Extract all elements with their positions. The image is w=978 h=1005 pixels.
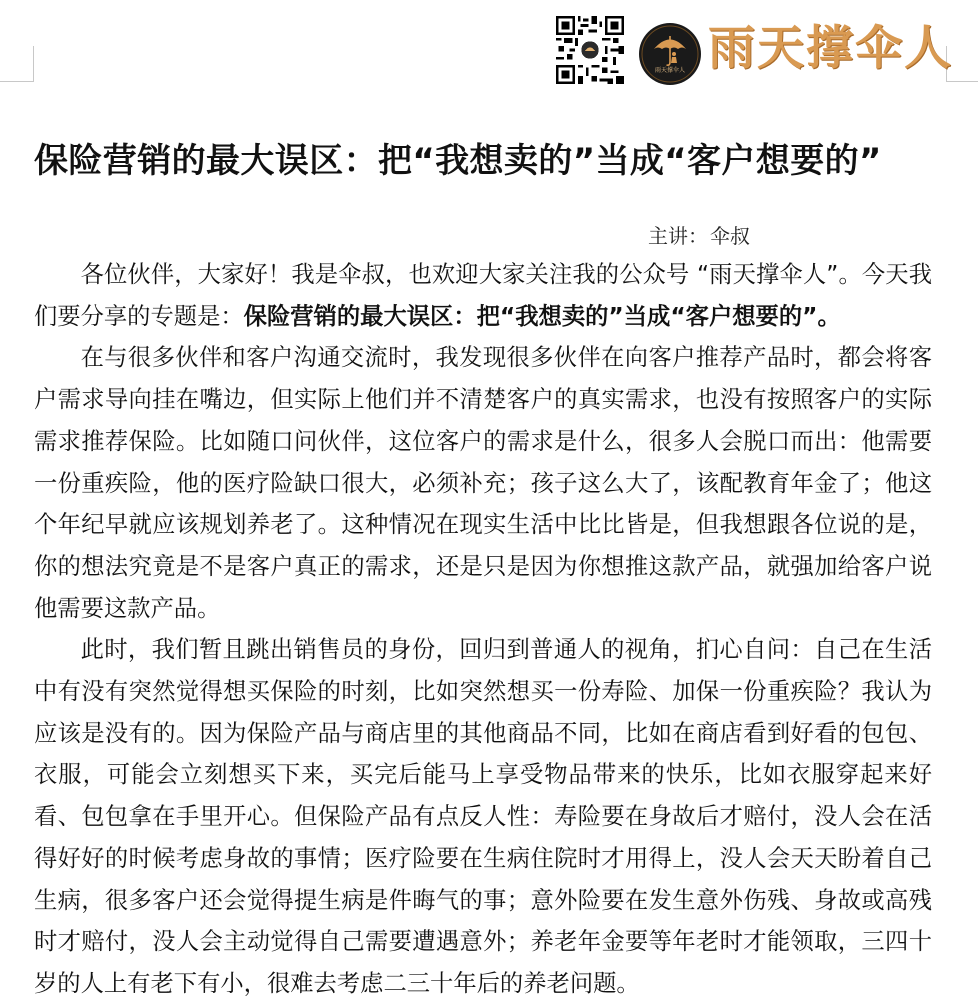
speaker-line [646, 222, 750, 250]
intro-text: 各位伙伴，大家好！我是伞叔，也欢迎大家关注我的公众号 “雨天撑伞人”。今天我们要分享的专题是： [34, 261, 932, 330]
intro-topic-bold: 保险营销的最大误区：把“我想卖的”当成“客户想要的”。 [243, 302, 841, 330]
article-body [34, 254, 932, 1005]
paragraph-3: 此时，我们暂且跳出销售员的身份，回归到普通人的视角，扪心自问：自己在生活中有没有突然觉得想买保险的时刻，比如突然想买一份寿险、加保一份重疾险？我认为应该是没有的。因为保险产品与商店里的其他商品不同，比如在商店看到好看的包包、衣服，可能会立刻想买下来，买完后能马上享受物品带来的快乐，比如衣服穿起来好看、包包拿在手里开心。但保险产品有点反人性：寿险要在身故后才赔付，没人会在活得好好的时候考虑身故的事情；医疗险要在生病住院时才用得上，没人会天天盼着自己生病，很多客户还会觉得提生病是件晦气的事；意外险要在发生意外伤残、身故或高残时才赔付，没人会主动觉得自己需要遭遇意外；养老年金要等年老时才能领取，三四十岁的人上有老下有小，很难去考虑二三十年后的养老问题。 [34, 636, 932, 997]
speaker-label: 主讲： [648, 224, 708, 248]
qr-code-icon [556, 16, 624, 84]
crop-mark-left [0, 46, 34, 82]
umbrella-logo-icon [638, 22, 702, 86]
article-title: 保险营销的最大误区：把“我想卖的”当成“客户想要的” [34, 141, 882, 181]
paragraph-2: 在与很多伙伴和客户沟通交流时，我发现很多伙伴在向客户推荐产品时，都会将客户需求导向挂在嘴边，但实际上他们并不清楚客户的真实需求，也没有按照客户的实际需求推荐保险。比如随口问伙伴，这位客户的需求是什么，很多人会脱口而出：他需要一份重疾险，他的医疗险缺口很大，必须补充；孩子这么大了，该配教育年金了；他这个年纪早就应该规划养老了。这种情况在现实生活中比比皆是，但我想跟各位说的是，你的想法究竟是不是客户真正的需求，还是只是因为你想推这款产品，就强加给客户说他需要这款产品。 [34, 344, 932, 622]
paragraph-intro [34, 254, 932, 337]
speaker-name: 伞叔 [710, 224, 750, 248]
brand-name: 雨天撑伞人 [708, 21, 953, 76]
svg-text:雨天撑伞人: 雨天撑伞人 [654, 67, 686, 74]
